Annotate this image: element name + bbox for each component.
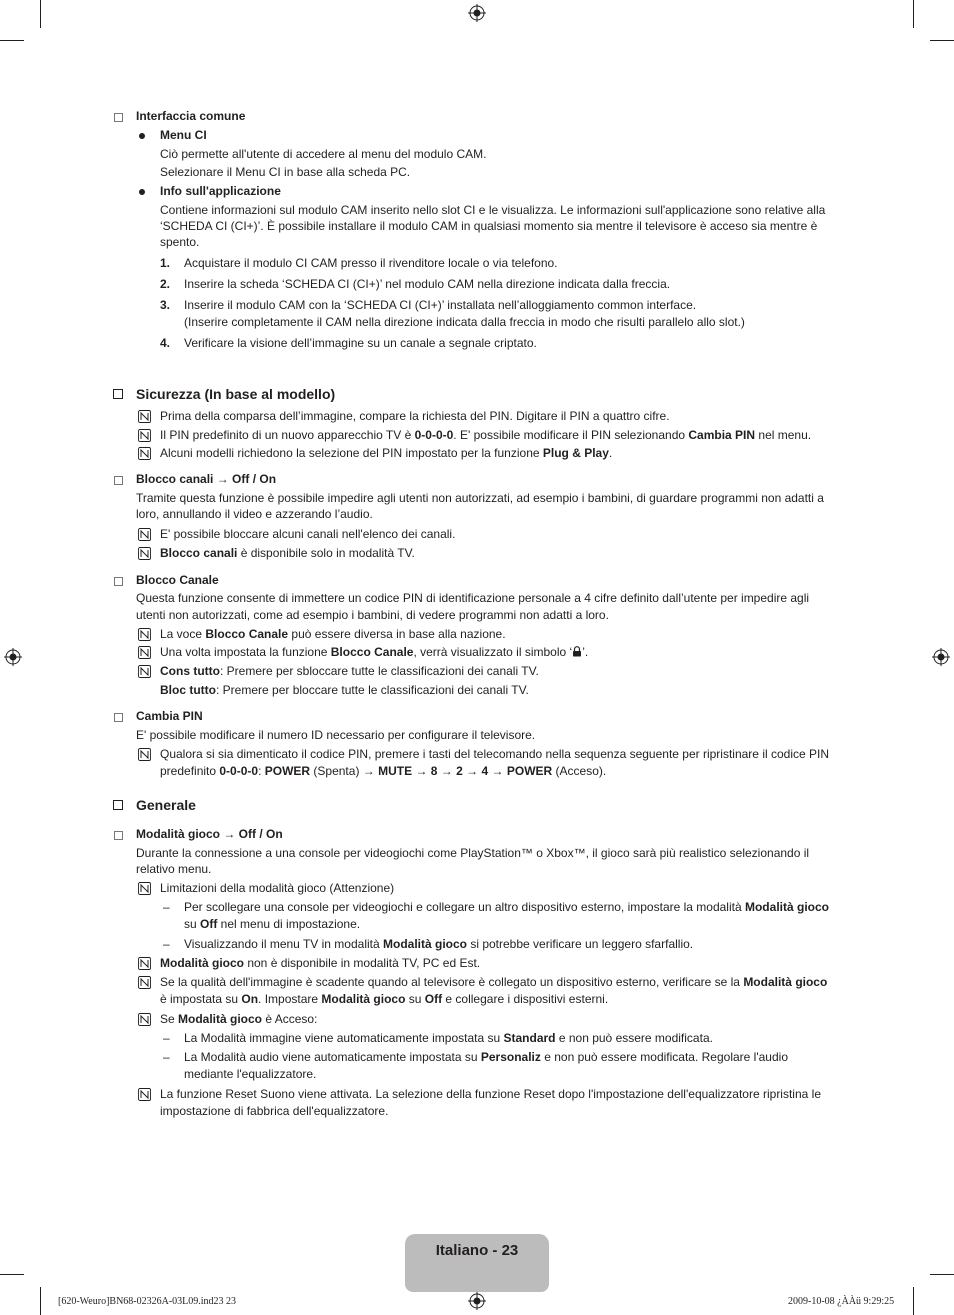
note-icon — [138, 447, 151, 460]
app-info-text: Contiene informazioni sul modulo CAM inserito nello slot CI e le visualizza. Le informazioni sull'applicazione sono relative alla — [160, 203, 826, 217]
security-note: Alcuni modelli richiedono la selezione del PIN impostato per la funzione Plug & Play. — [160, 446, 613, 460]
note-icon — [138, 1013, 151, 1026]
game-mode-note: impostazione di fabbrica dell'equalizzatore. — [160, 1104, 389, 1118]
channel-block-note: Bloc tutto: Premere per bloccare tutte le classificazioni dei canali TV. — [160, 683, 529, 697]
dash-bullet: – — [163, 900, 170, 914]
common-interface-title: Interfaccia comune — [136, 109, 246, 123]
square-bullet-icon — [114, 113, 123, 122]
note-icon — [138, 665, 151, 678]
channel-lock-note: E' possibile bloccare alcuni canali nell'elenco dei canali. — [160, 527, 456, 541]
step-text: Inserire la scheda ‘SCHEDA CI (CI+)’ nel modulo CAM nella direzione indicata dalla freccia. — [184, 277, 671, 291]
registration-mark-icon — [468, 4, 486, 22]
note-icon — [138, 646, 151, 659]
dash-bullet: – — [163, 1031, 170, 1045]
security-note: Il PIN predefinito di un nuovo apparecchio TV è 0-0-0-0. E' possibile modificare il PIN selezionando Cambia PIN nel menu. — [160, 428, 812, 442]
change-pin-text: E' possibile modificare il numero ID necessario per configurare il televisore. — [136, 728, 536, 742]
square-bullet-icon — [114, 831, 123, 840]
game-mode-note: Modalità gioco non è disponibile in modalità TV, PC ed Est. — [160, 956, 481, 970]
security-title: Sicurezza (In base al modello) — [136, 386, 336, 402]
game-mode-note: La funzione Reset Suono viene attivata. La selezione della funzione Reset dopo l'impostazione dell'equalizzatore ripristina le — [160, 1087, 821, 1101]
note-icon — [138, 976, 151, 989]
crop-mark — [930, 1274, 954, 1275]
app-info-text: ‘SCHEDA CI (CI+)’. È possibile installare il modulo CAM in qualsiasi momento sia mentre il televisore è acceso sia mentre è — [160, 219, 818, 233]
square-bullet-icon — [114, 577, 123, 586]
note-icon — [138, 882, 151, 895]
note-icon — [138, 1088, 151, 1101]
game-mode-dash: Visualizzando il menu TV in modalità Modalità gioco si potrebbe verificare un leggero sfarfallio. — [184, 937, 694, 951]
crop-mark — [930, 40, 954, 41]
note-icon — [138, 429, 151, 442]
menu-ci-text: Selezionare il Menu CI in base alla scheda PC. — [160, 165, 411, 179]
note-icon — [138, 748, 151, 761]
game-mode-note: Limitazioni della modalità gioco (Attenzione) — [160, 881, 395, 895]
crop-mark — [40, 0, 41, 28]
general-title: Generale — [136, 797, 196, 813]
change-pin-note: Qualora si sia dimenticato il codice PIN, premere i tasti del telecomando nella sequenza seguente per ripristinare il codice PIN — [160, 747, 830, 761]
app-info-text: spento. — [160, 235, 200, 249]
note-icon — [138, 547, 151, 560]
channel-lock-note: Blocco canali è disponibile solo in modalità TV. — [160, 546, 415, 560]
game-mode-note: Se la qualità dell'immagine è scadente quando al televisore è collegato un dispositivo esterno, verificare se la Modalità gioco — [160, 975, 828, 989]
game-mode-text: Durante la connessione a una console per videogiochi come PlayStation™ o Xbox™, il gioco sarà più realistico selezionando il — [136, 846, 810, 860]
channel-lock-text: loro, annullando il video e azzerando l’audio. — [136, 507, 373, 521]
crop-mark — [913, 0, 914, 28]
step-number: 1. — [160, 256, 171, 270]
game-mode-note: è impostata su On. Impostare Modalità gioco su Off e collegare i dispositivi esterni. — [160, 992, 609, 1006]
crop-mark — [40, 1287, 41, 1315]
game-mode-dash: mediante l'equalizzatore. — [184, 1067, 317, 1081]
game-mode-dash: su Off nel menu di impostazione. — [184, 917, 361, 931]
page-number-label: Italiano - 23 — [435, 1242, 519, 1259]
registration-mark-icon — [4, 648, 22, 666]
checkbox-bullet-icon — [113, 800, 123, 810]
bullet-dot-icon — [139, 189, 145, 195]
channel-lock-title: Blocco canali → Off / On — [136, 472, 277, 486]
step-number: 3. — [160, 298, 171, 312]
dash-bullet: – — [163, 937, 170, 951]
step-text: Inserire il modulo CAM con la ‘SCHEDA CI (CI+)’ installata nell’alloggiamento common interface. — [184, 298, 697, 312]
channel-block-note: Una volta impostata la funzione Blocco Canale, verrà visualizzato il simbolo ‘ ’. — [160, 645, 589, 659]
game-mode-note: Se Modalità gioco è Acceso: — [160, 1012, 318, 1026]
game-mode-title: Modalità gioco → Off / On — [136, 827, 283, 841]
step-number: 2. — [160, 277, 171, 291]
dash-bullet: – — [163, 1050, 170, 1064]
crop-mark — [913, 1287, 914, 1315]
step-text: (Inserire completamente il CAM nella direzione indicata dalla freccia in modo che risulti parallelo allo slot.) — [184, 315, 745, 329]
note-icon — [138, 628, 151, 641]
game-mode-dash: La Modalità immagine viene automaticamente impostata su Standard e non può essere modificata. — [184, 1031, 713, 1045]
game-mode-dash: La Modalità audio viene automaticamente impostata su Personaliz e non può essere modificata. Regolare l'audio — [184, 1050, 788, 1064]
square-bullet-icon — [114, 713, 123, 722]
registration-mark-icon — [468, 1292, 486, 1310]
note-icon — [138, 528, 151, 541]
app-info-title: Info sull'applicazione — [160, 184, 281, 198]
footer-timestamp: 2009-10-08 ¿ÀÀü 9:29:25 — [788, 1296, 895, 1307]
security-note: Prima della comparsa dell’immagine, compare la richiesta del PIN. Digitare il PIN a quattro cifre. — [160, 409, 670, 423]
step-text: Verificare la visione dell’immagine su un canale a segnale criptato. — [184, 336, 537, 350]
game-mode-dash: Per scollegare una console per videogiochi e collegare un altro dispositivo esterno, impostare la modalità Modalità gioco — [184, 900, 829, 914]
footer-file-info: [620-Weuro]BN68-02326A-03L09.ind23 23 — [58, 1296, 237, 1307]
note-icon — [138, 410, 151, 423]
channel-block-note: Cons tutto: Premere per sbloccare tutte le classificazioni dei canali TV. — [160, 664, 539, 678]
square-bullet-icon — [114, 476, 123, 485]
note-icon — [138, 957, 151, 970]
step-number: 4. — [160, 336, 171, 350]
channel-block-text: Questa funzione consente di immettere un codice PIN di identificazione personale a 4 cifre definito dall’utente per impedire agli — [136, 591, 810, 605]
change-pin-title: Cambia PIN — [136, 709, 203, 723]
channel-block-text: utenti non autorizzati, come ad esempio i bambini, di vedere programmi non adatti a loro. — [136, 608, 609, 622]
crop-mark — [0, 40, 24, 41]
channel-block-note: La voce Blocco Canale può essere diversa in base alla nazione. — [160, 627, 506, 641]
bullet-dot-icon — [139, 133, 145, 139]
channel-lock-text: Tramite questa funzione è possibile impedire agli utenti non autorizzati, ad esempio i bambini, di guardare programmi non adatti a — [136, 491, 824, 505]
checkbox-bullet-icon — [113, 389, 123, 399]
registration-mark-icon — [932, 648, 950, 666]
step-text: Acquistare il modulo CI CAM presso il rivenditore locale o via telefono. — [184, 256, 558, 270]
crop-mark — [0, 1274, 24, 1275]
change-pin-note: predefinito 0-0-0-0: POWER (Spenta) → MUTE → 8 → 2 → 4 → POWER (Acceso). — [160, 764, 607, 778]
lock-icon — [572, 646, 582, 657]
game-mode-text: relativo menu. — [136, 862, 212, 876]
menu-ci-title: Menu CI — [160, 128, 207, 142]
channel-block-title: Blocco Canale — [136, 573, 219, 587]
menu-ci-text: Ciò permette all'utente di accedere al menu del modulo CAM. — [160, 147, 487, 161]
